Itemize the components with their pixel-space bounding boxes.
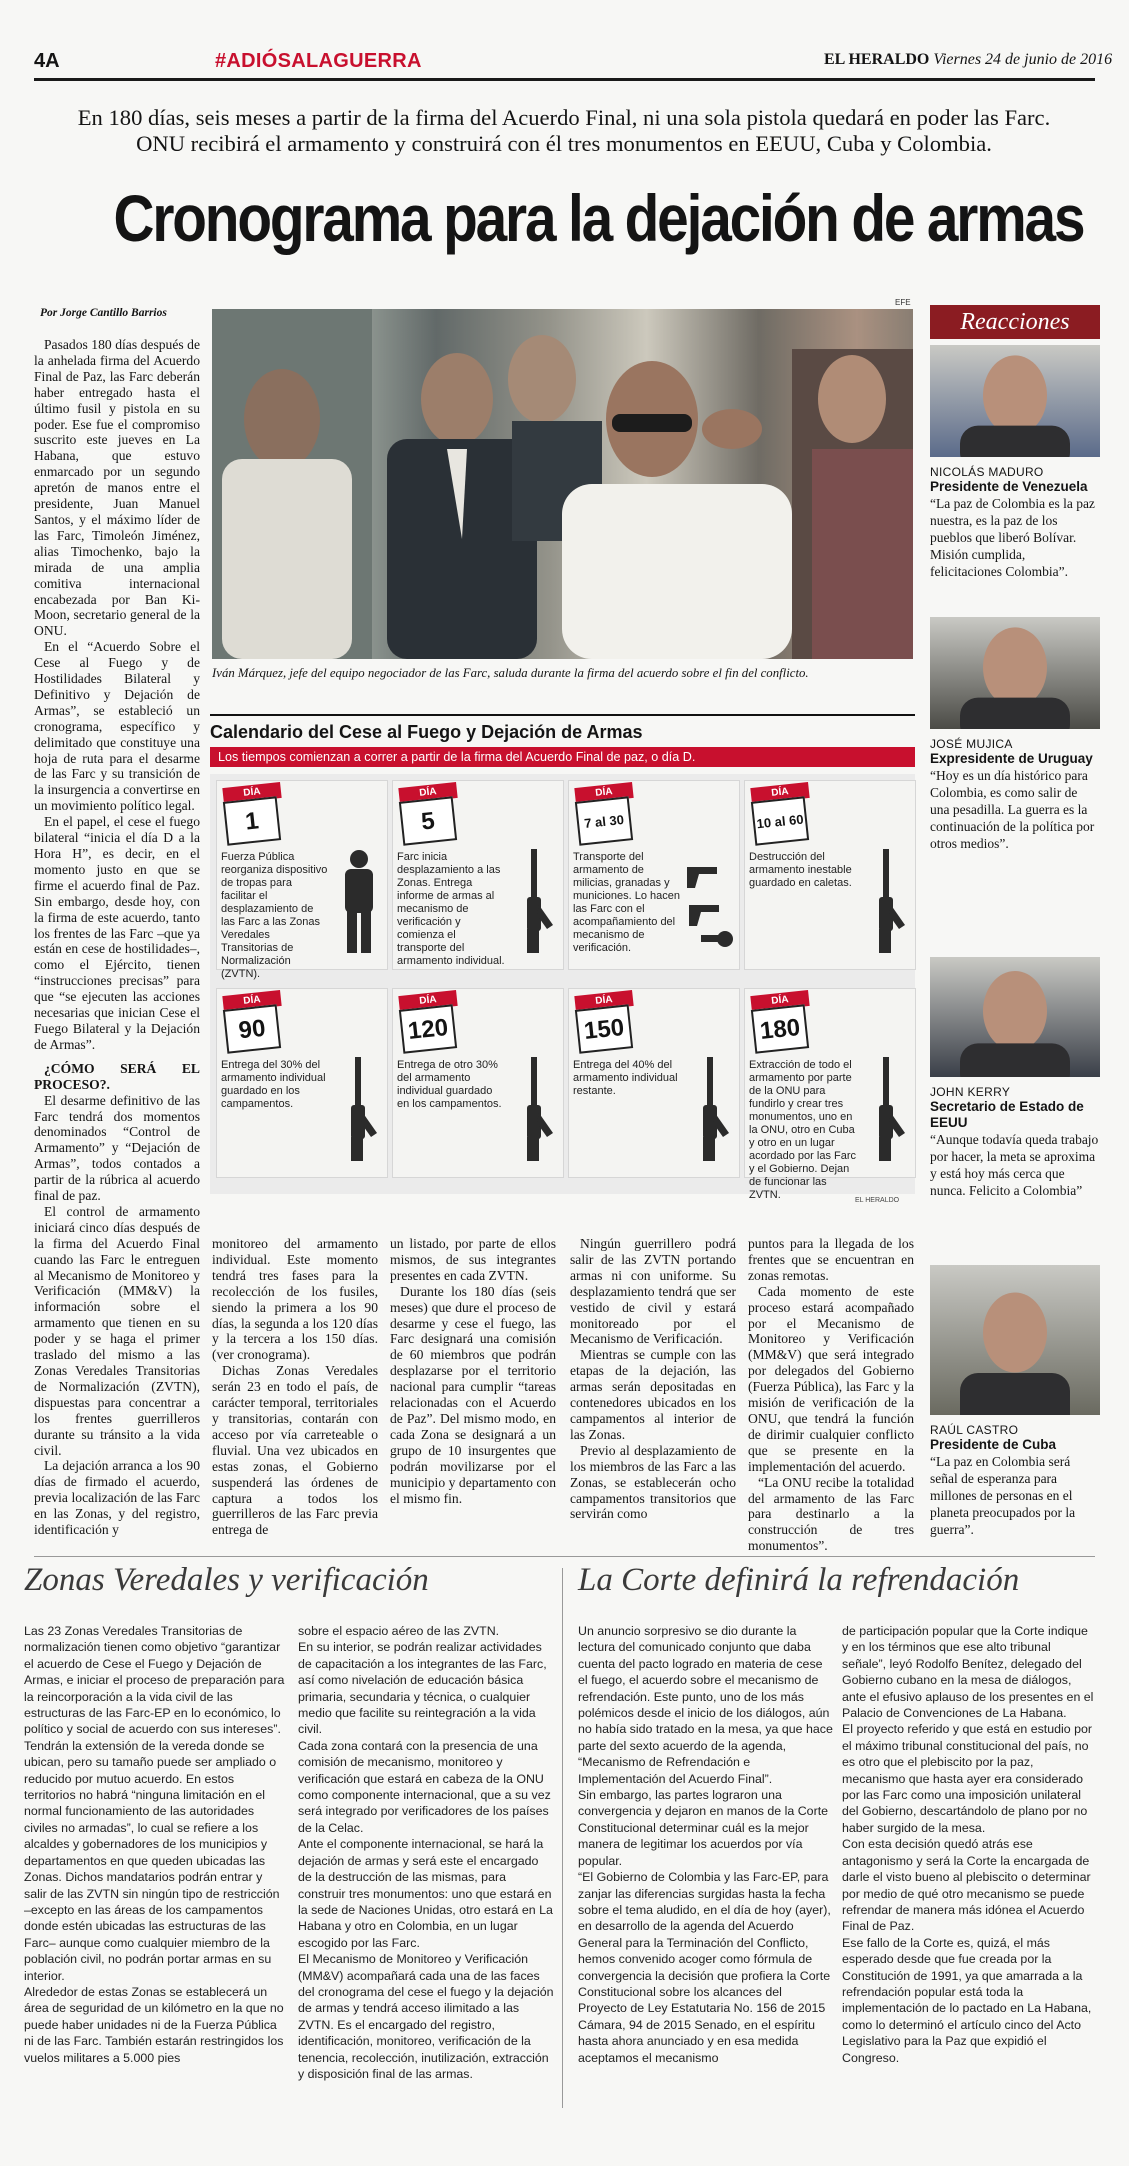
section-tag: #ADIÓSALAGUERRA xyxy=(215,50,422,72)
body-paragraph: Dichas Zonas Veredales serán 23 en todo el país, de carácter temporal, territoriales y transitorias, contarán con acceso por vía carreteable o fluvial. Una vez ubicados en estas zonas, el Gobierno suspenderá las órdenes de captura a todos los guerrilleros de las Farc previa entrega de xyxy=(212,1363,378,1538)
reactions-sidebar xyxy=(930,305,1100,1545)
calendar-day-number: 90 xyxy=(223,1004,281,1053)
deck: En 180 días, seis meses a partir de la firma del Acuerdo Final, ni una sola pistola quedará en poder las Farc. ONU recibirá el armamento y construirá con él tres monumentos en EEUU, Cuba y Colombia. xyxy=(77,105,1051,156)
calendar-day-label: DÍA xyxy=(222,990,281,1012)
calendar-day-label: DÍA xyxy=(398,990,457,1012)
calendar-day-label: DÍA xyxy=(222,782,281,804)
story-column-3 xyxy=(390,1236,556,1506)
photo-credit: EFE xyxy=(895,298,911,307)
zonas-title: Zonas Veredales y verificación xyxy=(24,1562,429,1598)
corte-paragraph: de participación popular que la Corte indique y en los términos que ese alto tribunal señale”, leyó Rodolfo Benítez, delegado del Gobierno cubano en la mesa de diálogos, ante el efusivo aplauso de los presentes en el Palacio de Convenciones de La Habana. xyxy=(842,1624,1094,1721)
rifle-icon xyxy=(329,1055,389,1165)
body-paragraph: El desarme definitivo de las Farc tendrá dos momentos denominados “Control de Armamento” y “Dejación de Armas”, todos contados a partir de la rúbrica al acuerdo final de paz. xyxy=(34,1092,200,1204)
calendar-day-number: 1 xyxy=(223,796,281,845)
byline: Por Jorge Cantillo Barrios xyxy=(40,307,167,319)
calendar-day-badge xyxy=(745,989,815,1053)
body-paragraph: Durante los 180 días (seis meses) que dure el proceso de desarme y cese el fuego, las Farc designará una comisión de 60 miembros que podrán desplazarse por el territorio nacional para cumplir “tareas relacionadas con el Acuerdo de Paz”. Del mismo modo, en cada Zona se designará a un grupo de 10 insurgentes que podrán movilizarse por el municipio y departamento con el mismo fin. xyxy=(390,1283,556,1506)
body-paragraph: Previo al desplazamiento de los miembros de las Farc a las Zonas, se establecerán ocho campamentos transitorios que servirán como xyxy=(570,1442,736,1522)
bottom-divider xyxy=(562,1568,563,2108)
zonas-paragraph: En su interior, se podrán realizar actividades de capacitación a los integrantes de las Farc, así como nivelación de educación básica primaria, secundaria y técnica, o cualquier medio que facilite su reintegración a la vida civil. xyxy=(298,1640,547,1737)
reaction-role: Presidente de Venezuela xyxy=(930,479,1088,494)
calendar-day-text: Entrega del 40% del armamento individual restante. xyxy=(573,1059,678,1097)
calendar-day-text: Entrega del 30% del armamento individual guardado en los campamentos. xyxy=(221,1059,326,1110)
calendar-day-text: Extracción de todo el armamento por parte de la ONU para fundirlo y crear tres monumentos, uno en la ONU, otro en Cuba y otro en un lugar acordado por las Farc y el Gobierno. Dejan de funcionar las ZVTN. xyxy=(749,1059,856,1201)
handguns-icon xyxy=(681,847,741,957)
calendar-credit: EL HERALDO xyxy=(855,1197,900,1204)
rifle-icon xyxy=(681,1055,741,1165)
reaction-role: Secretario de Estado de EEUU xyxy=(930,1099,1084,1130)
body-paragraph: En el papel, el cese el fuego bilateral “inicia el día D a la Hora H”, es decir, en el momento justo en que se firme el acuerdo final de Paz. Sin embargo, desde hoy, con la firma de este acuerdo, tanto los frentes de las Farc –que ya están en cese de hostilidades–, como el Ejército, tienen “instrucciones precisas” para que “se ejecuten las acciones necesarias que inician Cese el Fuego Bilateral y la Dejación de Armas”. xyxy=(34,814,200,1052)
lead-paragraph: Pasados 180 días después de la anhelada firma del Acuerdo Final de Paz, las Farc deberán haber entregado hasta el último fusil y pistola en su poder. Ese fue el compromiso suscrito este jueves en La Habana, que estuvo enmarcado por un segundo apretón de manos entre el presidente, Juan Manuel Santos, y el máximo líder de las Farc, Timoleón Jiménez, alias Timochenko, bajo la mirada de una amplia comitiva internacional encabezada por Ban Ki-Moon, secretario general de la ONU. xyxy=(34,337,200,639)
calendar-day-badge xyxy=(217,781,287,845)
calendar-title: Calendario del Cese al Fuego y Dejación de Armas xyxy=(210,722,643,742)
calendar-day-text: Transporte del armamento de milicias, granadas y municiones. Lo hacen las Farc con el acompañamiento del mecanismo de verificación. xyxy=(573,851,681,954)
calendar-day-label: DÍA xyxy=(574,782,633,804)
calendar-day-number: 150 xyxy=(575,1004,633,1053)
zonas-paragraph: Ante el componente internacional, se hará la dejación de armas y será este el encargado de la destrucción de las mismas, para construir tres monumentos: uno que estará en la sede de Naciones Unidas, otro estará en La Habana y otro en Colombia, en un lugar escogido por las Farc. xyxy=(298,1837,553,1950)
soldier-icon xyxy=(329,847,389,957)
headline: Cronograma para la dejación de armas xyxy=(113,181,1084,255)
calendar-day-number: 7 al 30 xyxy=(575,796,633,845)
photo-caption: Iván Márquez, jefe del equipo negociador de las Farc, saluda durante la firma del acuerdo sobre el fin del conflicto. xyxy=(212,666,809,680)
header-rule xyxy=(34,78,1095,81)
subhead-process: ¿CÓMO SERÁ EL PROCESO?. xyxy=(34,1060,200,1092)
calendar-day-cell xyxy=(392,780,564,970)
calendar-day-label: DÍA xyxy=(398,782,457,804)
calendar-day-cell xyxy=(392,988,564,1178)
corte-col-2 xyxy=(842,1623,1096,2066)
calendar-day-badge xyxy=(745,781,815,845)
corte-paragraph: Ese fallo de la Corte es, quizá, el más esperado desde que fue creada por la Constitución de 1991, ya que amarrada a la refrendación popular está toda la implementación de lo pactado en La Habana, como lo determinó el artículo cinco del Acto Legislativo para la Paz que expidió el Congreso. xyxy=(842,1935,1092,2065)
story-column-2 xyxy=(212,1236,378,1538)
calendar-day-cell xyxy=(744,780,916,970)
reaction-portrait xyxy=(930,957,1100,1077)
lead-story-column xyxy=(34,337,200,1538)
main-photo xyxy=(212,309,913,659)
reactions-title: Reacciones xyxy=(930,305,1100,339)
body-paragraph: El control de armamento iniciará cinco días después de la firma del Acuerdo Final cuando las Farc le entreguen al Mecanismo de Monitoreo y Verificación (MM&V) la información sobre el armamento que tienen en su poder y se haga el primer traslado del mismo a las Zonas Veredales Transitorias de Normalización (ZVTN), dispuestas para concentrar a los frentes guerrilleros durante su tránsito a la vida civil. xyxy=(34,1203,200,1458)
body-paragraph: Cada momento de este proceso estará acompañado por el Mecanismo de Monitoreo y Verificación (MM&V) que será integrado por delegados del Gobierno (Fuerza Pública), las Farc y la misión de verificación de la ONU, que tendrá la función de dirimir cualquier conflicto que se presente en la implementación del acuerdo. xyxy=(748,1283,914,1474)
calendar-day-badge xyxy=(569,781,639,845)
zonas-paragraph: Tendrán la extensión de la vereda donde se ubican, pero su tamaño puede ser ampliado o reducido por mutuo acuerdo. En estos territorios no habrá “ninguna limitación en el normal funcionamiento de las autoridades civiles no armadas”, lo cual se refiere a los alcaldes y gobernadores de los municipios y departamentos en que queden ubicadas las Zonas. Dichos mandatarios podrán entrar y salir de las ZVTN sin ningún tipo de restricción –excepto en las áreas de los campamentos donde estén ubicadas las estructuras de las Farc– aunque como cualquier miembro de la población civil, no podrán portar armas en su interior. xyxy=(24,1738,280,1983)
reaction-name: NICOLÁS MADURO xyxy=(930,465,1044,479)
paper-name: EL HERALDO xyxy=(824,51,930,68)
reaction-name: RAÚL CASTRO xyxy=(930,1423,1019,1437)
corte-col-1 xyxy=(578,1623,834,2066)
calendar-day-number: 120 xyxy=(399,1004,457,1053)
photo-scene xyxy=(212,309,913,659)
calendar-day-badge xyxy=(393,781,463,845)
body-paragraph: puntos para la llegada de los frentes que se encuentran en zonas remotas. xyxy=(748,1236,914,1283)
reaction-quote: “La paz de Colombia es la paz nuestra, es la paz de los pueblos que liberó Bolívar. Misión cumplida, felicitaciones Colombia”. xyxy=(930,496,1095,579)
calendar-day-cell xyxy=(216,780,388,980)
body-paragraph: Mientras se cumple con las etapas de la dejación, las armas serán depositadas en contenedores ubicados en los campamentos al interior de las Zonas. xyxy=(570,1347,736,1442)
zonas-paragraph: Las 23 Zonas Veredales Transitorias de normalización tienen como objetivo “garantizar el acuerdo de Cese el Fuego y Dejación de Armas, e iniciar el proceso de preparación para la reincorporación a la vida civil de las estructuras de las Farc-EP en lo económico, lo político y social de acuerdo con sus intereses”. xyxy=(24,1624,285,1737)
zonas-col-2 xyxy=(298,1623,554,2082)
reaction-item xyxy=(930,1265,1100,1538)
reaction-portrait xyxy=(930,345,1100,457)
calendar-day-cell xyxy=(568,988,740,1178)
zonas-paragraph: Alrededor de estas Zonas se establecerá un área de seguridad de un kilómetro en la que no puede haber unidades ni de la Fuerza Pública ni de las Farc. También estarán restringidos los vuelos militares a 5.000 pies xyxy=(24,1984,284,2065)
body-paragraph: monitoreo del armamento individual. Este momento tendrá tres fases para la recolección de los fusiles, siendo la primera a los 90 días, la segunda a los 120 días y la tercera a los 150 días. (ver cronograma). xyxy=(212,1236,378,1363)
story-column-4 xyxy=(570,1236,736,1522)
calendar-day-text: Entrega de otro 30% del armamento individual guardado en los campamentos. xyxy=(397,1059,502,1110)
corte-paragraph: Con esta decisión quedó atrás ese antagonismo y será la Corte la encargada de darle el visto bueno al plebiscito o determinar por medio de qué otro mecanismo se puede refrendar de manera más idónea el Acuerdo Final de Paz. xyxy=(842,1837,1091,1934)
calendar-day-number: 10 al 60 xyxy=(751,796,809,845)
calendar-subtitle: Los tiempos comienzan a correr a partir de la firma del Acuerdo Final de paz, o día D. xyxy=(210,747,915,767)
calendar-day-text: Destrucción del armamento inestable guardado en caletas. xyxy=(749,851,852,889)
reaction-item xyxy=(930,617,1100,852)
corte-paragraph: Un anuncio sorpresivo se dio durante la lectura del comunicado conjunto que daba cuenta del pacto logrado en materia de cese el fuego, el acuerdo sobre el mecanismo de refrendación. Este punto, uno de los más polémicos desde el inicio de los diálogos, aún no había sido tratado en la mesa, ya que hace parte del sexto acuerdo de la agenda, “Mecanismo de Refrendación e Implementación del Acuerdo Final”. xyxy=(578,1624,833,1786)
calendar-day-badge xyxy=(217,989,287,1053)
masthead-paper xyxy=(824,51,1112,69)
corte-title: La Corte definirá la refrendación xyxy=(578,1562,1020,1598)
zonas-col-1 xyxy=(24,1623,286,2066)
body-paragraph: un listado, por parte de ellos mismos, de sus integrantes presentes en cada ZVTN. xyxy=(390,1236,556,1283)
corte-paragraph: El proyecto referido y que está en estudio por el máximo tribunal constitucional del país, no es otro que el plebiscito por la paz, mecanismo que hasta ayer era considerado por las Farc como una imposición unilateral del Gobierno, descartándolo de plano por no haber surgido de la mesa. xyxy=(842,1722,1093,1835)
corte-paragraph: “El Gobierno de Colombia y las Farc-EP, para zanjar las diferencias surgidas hasta la fecha sobre el tema aludido, en el día de hoy (ayer), en desarrollo de la agenda del Acuerdo General para la Terminación del Conflicto, hemos convenido acoger como fórmula de convergencia la decisión que profiera la Corte Constitucional sobre los alcances del Proyecto de Ley Estatutaria No. 156 de 2015 Cámara, 94 de 2015 Senado, en el espíritu hasta ahora anunciado y en esa medida aceptamos el mecanismo xyxy=(578,1870,831,2065)
reaction-quote: “La paz en Colombia será señal de esperanza para millones de personas en el planeta preocupados por la guerra”. xyxy=(930,1454,1076,1537)
story-column-5 xyxy=(748,1236,914,1554)
reaction-quote: “Hoy es un día histórico para Colombia, es como salir de una pesadilla. La guerra es la continuación de la política por otros medios”. xyxy=(930,768,1095,851)
reaction-role: Expresidente de Uruguay xyxy=(930,751,1093,766)
rifle-icon xyxy=(505,847,565,957)
calendar-top-rule xyxy=(210,714,915,716)
body-paragraph: En el “Acuerdo Sobre el Cese al Fuego y de Hostilidades Bilateral y Definitivo y Dejación de Armas”, se estableció un cronograma, específico y delimitado que constituye una hoja de ruta para el desarme de las Farc y su transición de la insurgencia a convertirse en un movimiento político legal. xyxy=(34,639,200,814)
calendar-day-cell xyxy=(216,988,388,1178)
bottom-top-rule xyxy=(34,1556,1095,1557)
zonas-paragraph: Cada zona contará con la presencia de una comisión de mecanismo, monitoreo y verificación que estará en cabeza de la ONU como componente internacional, que a su vez será integrado por verificadores de los países de la Celac. xyxy=(298,1738,551,1835)
calendar-day-cell xyxy=(568,780,740,970)
calendar-day-number: 180 xyxy=(751,1004,809,1053)
page-number: 4A xyxy=(34,50,60,72)
reaction-role: Presidente de Cuba xyxy=(930,1437,1057,1452)
body-paragraph: La dejación arranca a los 90 días de firmado el acuerdo, previa localización de las Farc en las Zonas, y del registro, identificación y xyxy=(34,1458,200,1538)
paper-date: Viernes 24 de junio de 2016 xyxy=(933,51,1113,68)
reaction-portrait xyxy=(930,617,1100,729)
calendar-day-label: DÍA xyxy=(574,990,633,1012)
calendar-graphic xyxy=(210,714,915,1210)
reaction-name: JOHN KERRY xyxy=(930,1085,1011,1099)
calendar-day-badge xyxy=(393,989,463,1053)
reaction-item xyxy=(930,345,1100,580)
calendar-day-label: DÍA xyxy=(750,782,809,804)
body-paragraph: Ningún guerrillero podrá salir de las ZVTN portando armas ni con uniforme. Su desplazamiento tendrá que ser vestido de civil y estará monitoreado por el Mecanismo de Verificación. xyxy=(570,1236,736,1347)
zonas-paragraph: El Mecanismo de Monitoreo y Verificación (MM&V) acompañará cada una de las faces del cronograma del cese el fuego y la dejación de armas y tendrá acceso ilimitado a las ZVTN. Es el encargado del registro, identificación, monitoreo, verificación de la tenencia, recolección, inutilización, extracción y disposición final de las armas. xyxy=(298,1952,554,2081)
calendar-day-label: DÍA xyxy=(750,990,809,1012)
reaction-item xyxy=(930,957,1100,1199)
calendar-day-number: 5 xyxy=(399,796,457,845)
corte-paragraph: Sin embargo, las partes lograron una convergencia y dejaron en manos de la Corte Constitucional determinar cuál es la mejor manera de legitimar los acuerdos por vía popular. xyxy=(578,1788,829,1868)
rifle-icon xyxy=(857,847,917,957)
rifle-icon xyxy=(505,1055,565,1165)
rifle-icon xyxy=(857,1055,917,1165)
reaction-portrait xyxy=(930,1265,1100,1415)
zonas-paragraph: sobre el espacio aéreo de las ZVTN. xyxy=(298,1624,500,1638)
calendar-day-text: Farc inicia desplazamiento a las Zonas. Entrega informe de armas al mecanismo de verificación y comienza el transporte del armamento individual. xyxy=(397,851,505,967)
body-paragraph: “La ONU recibe la totalidad del armamento de las Farc para destinarlo a la construcción de tres monumentos”. xyxy=(748,1474,914,1554)
calendar-day-badge xyxy=(569,989,639,1053)
calendar-day-text: Fuerza Pública reorganiza dispositivo de tropas para facilitar el desplazamiento de las Farc a las Zonas Veredales Transitorias de Normalización (ZVTN). xyxy=(221,851,328,980)
reaction-name: JOSÉ MUJICA xyxy=(930,737,1013,751)
reaction-quote: “Aunque todavía queda trabajo por hacer, la meta se aproxima y está hoy más cerca que nunca. Felicito a Colombia” xyxy=(930,1132,1099,1198)
